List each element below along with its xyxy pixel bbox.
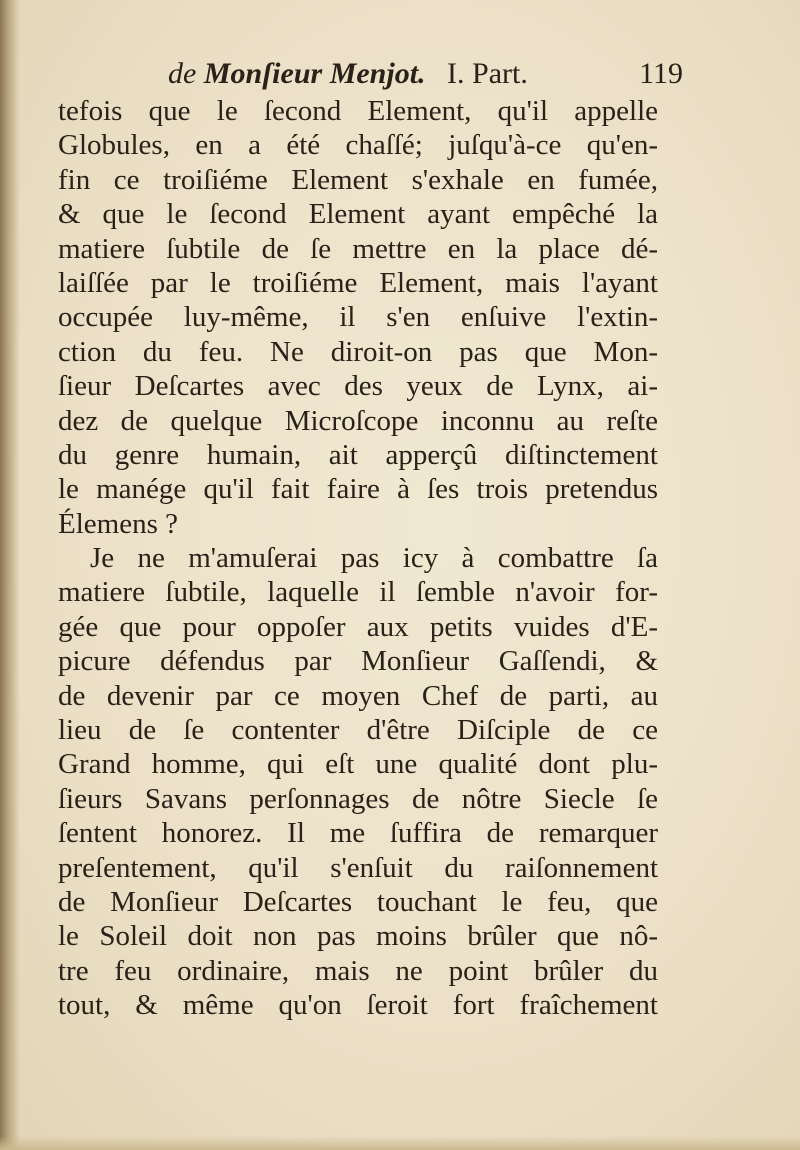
text-line: dez de quelque Microſcope inconnu au reſte [58, 404, 658, 437]
page-spine-shadow [0, 0, 20, 1150]
text-line: tre feu ordinaire, mais ne point brûler du [58, 954, 658, 987]
text-line: preſentement, qu'il s'enſuit du raiſonnement [58, 851, 658, 884]
text-line: Grand homme, qui eſt une qualité dont plu- [58, 748, 658, 781]
page-bottom-edge [0, 1136, 800, 1150]
running-head-part: I. Part. [447, 57, 528, 90]
running-head [168, 54, 683, 94]
text-line: le Soleil doit non pas moins brûler que nô- [58, 920, 658, 953]
running-head-title [168, 57, 433, 90]
text-line: du genre humain, ait apperçû diſtinctement [58, 438, 658, 471]
text-line: picure défendus par Monſieur Gaſſendi, & [58, 645, 658, 678]
paragraph-last-line: Élemens ? [58, 507, 178, 540]
text-line: Globules, en a été chaſſé; juſqu'à-ce qu'en- [58, 129, 658, 162]
text-line: ſieur Deſcartes avec des yeux de Lynx, ai- [58, 370, 658, 403]
text-line: tefois que le ſecond Element, qu'il appelle [58, 95, 658, 127]
text-line: lieu de ſe contenter d'être Diſciple de ce [58, 714, 658, 747]
text-line: ſieurs Savans perſonnages de nôtre Siecle ſe [58, 782, 658, 815]
text-line: de devenir par ce moyen Chef de parti, au [58, 679, 658, 712]
text-line: laiſſée par le troiſiéme Element, mais l'ayant [58, 266, 658, 299]
text-line: de Monſieur Deſcartes touchant le feu, que [58, 885, 658, 918]
paragraph-first-line: Je ne m'amuſerai pas icy à combattre ſa [90, 542, 658, 575]
text-line: fin ce troiſiéme Element s'exhale en fumée, [58, 163, 658, 196]
text-line: le manége qu'il fait faire à ſes trois pretendus [58, 473, 658, 506]
text-line: ction du feu. Ne diroit-on pas que Mon- [58, 335, 658, 368]
text-line: & que le ſecond Element ayant empêché la [58, 198, 658, 231]
text-line: occupée luy-même, il s'en enſuive l'extin- [58, 301, 658, 334]
text-line: tout, & même qu'on ſeroit fort fraîchement [58, 989, 658, 1022]
body-text [58, 94, 658, 1023]
text-line: matiere ſubtile, laquelle il ſemble n'avoir for- [58, 576, 658, 609]
page-number: 119 [639, 57, 683, 90]
text-line: matiere ſubtile de ſe mettre en la place dé- [58, 232, 658, 265]
running-head-prefix: de [168, 57, 197, 90]
text-line: gée que pour oppoſer aux petits vuides d'E- [58, 610, 658, 643]
text-line: ſentent honorez. Il me ſuffira de remarquer [58, 817, 658, 850]
running-head-name: Monſieur Menjot. [203, 57, 426, 90]
